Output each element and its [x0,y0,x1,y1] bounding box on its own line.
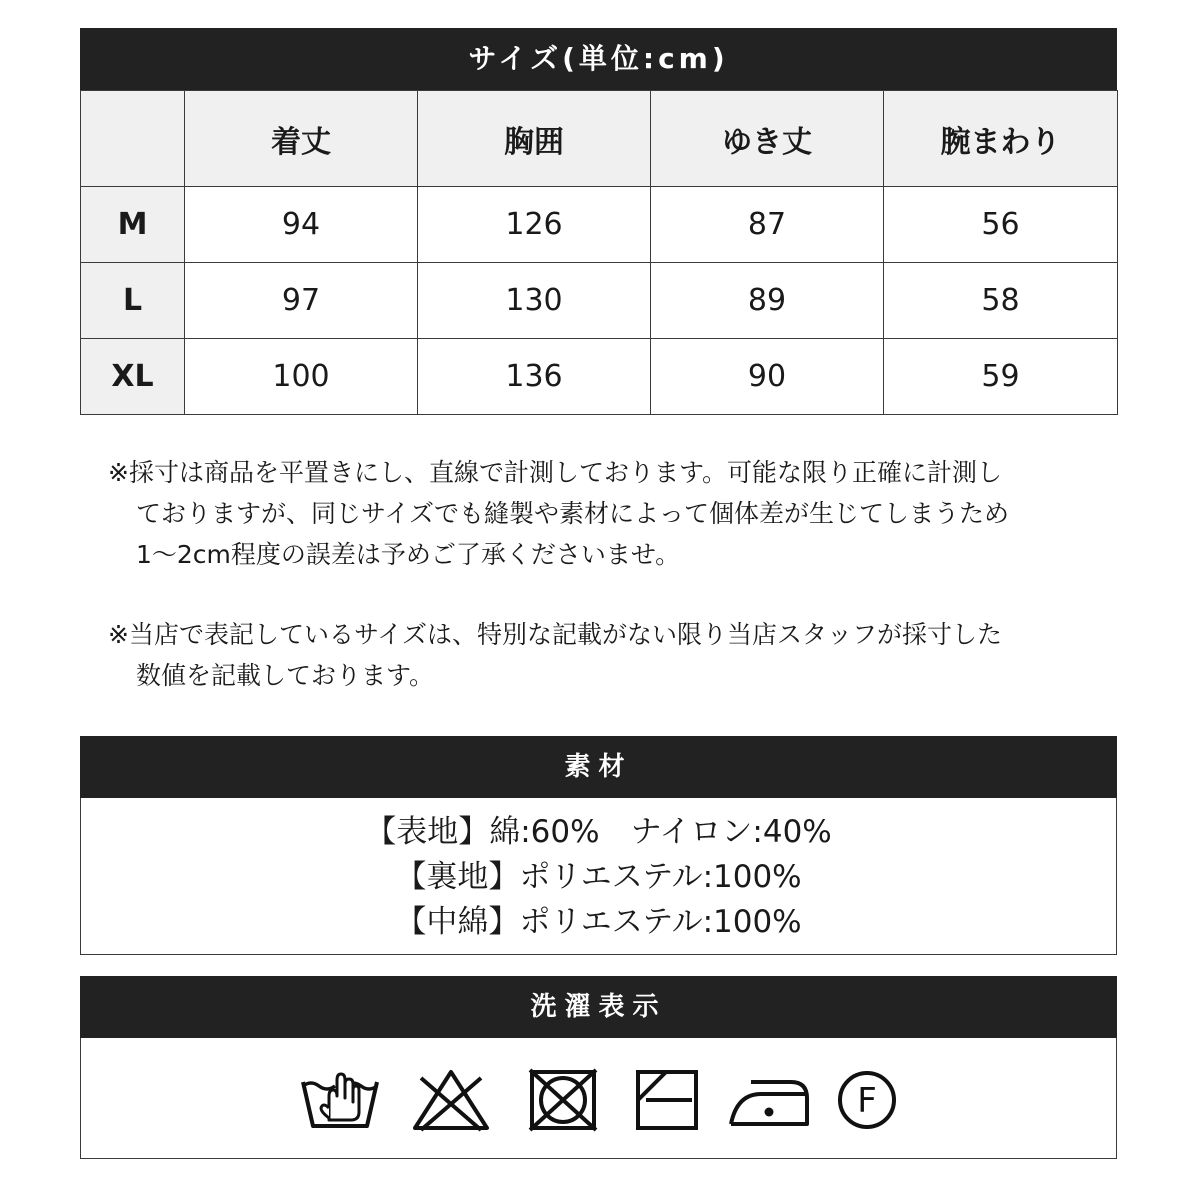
note-line: 1〜2cm程度の誤差は予めご了承くださいませ。 [136,540,681,569]
table-cell: 130 [418,263,651,339]
table-cell: 56 [884,187,1118,263]
care-section-title: 洗濯表示 [80,976,1117,1038]
material-section-title: 素材 [80,736,1117,798]
size-label: L [81,263,185,339]
table-cell: 90 [651,339,884,415]
table-cell: 87 [651,187,884,263]
column-header: 着丈 [185,91,418,187]
note-line: ※当店で表記しているサイズは、特別な記載がない限り当店スタッフが採寸した [108,620,1002,649]
column-header: 胸囲 [418,91,651,187]
table-cell: 94 [185,187,418,263]
size-table [80,90,1118,415]
care-label-box [80,1038,1117,1159]
table-cell: 58 [884,263,1118,339]
material-line: 【裏地】ポリエステル:100% [395,859,802,895]
size-label: M [81,187,185,263]
measurement-note [108,452,1108,575]
size-section-title: サイズ(単位:cm) [80,28,1117,90]
column-header: 腕まわり [884,91,1118,187]
table-row [81,263,1118,339]
material-line: 【中綿】ポリエステル:100% [395,904,802,940]
table-cell: 126 [418,187,651,263]
note-line: ※採寸は商品を平置きにし、直線で計測しております。可能な限り正確に計測し [108,458,1002,487]
no-tumble-dry-icon [528,1068,598,1132]
dry-clean-f-icon [835,1068,899,1132]
size-label: XL [81,339,185,415]
table-cell: 97 [185,263,418,339]
material-box [80,798,1117,955]
table-row [81,187,1118,263]
table-header-row [81,91,1118,187]
hand-wash-icon [299,1068,381,1132]
table-cell: 136 [418,339,651,415]
dry-clean-letter: F [857,1081,877,1121]
drip-dry-shade-icon [634,1068,700,1132]
note-line: 数値を記載しております。 [136,661,435,690]
size-notation-note [108,614,1108,696]
table-cell: 89 [651,263,884,339]
table-cell: 59 [884,339,1118,415]
low-iron-icon [727,1068,811,1132]
table-row [81,339,1118,415]
table-cell: 100 [185,339,418,415]
no-bleach-icon [411,1068,491,1132]
material-line: 【表地】綿:60% ナイロン:40% [365,814,832,850]
note-line: ておりますが、同じサイズでも縫製や素材によって個体差が生じてしまうため [136,499,1010,528]
column-header: ゆき丈 [651,91,884,187]
corner-cell [81,91,185,187]
